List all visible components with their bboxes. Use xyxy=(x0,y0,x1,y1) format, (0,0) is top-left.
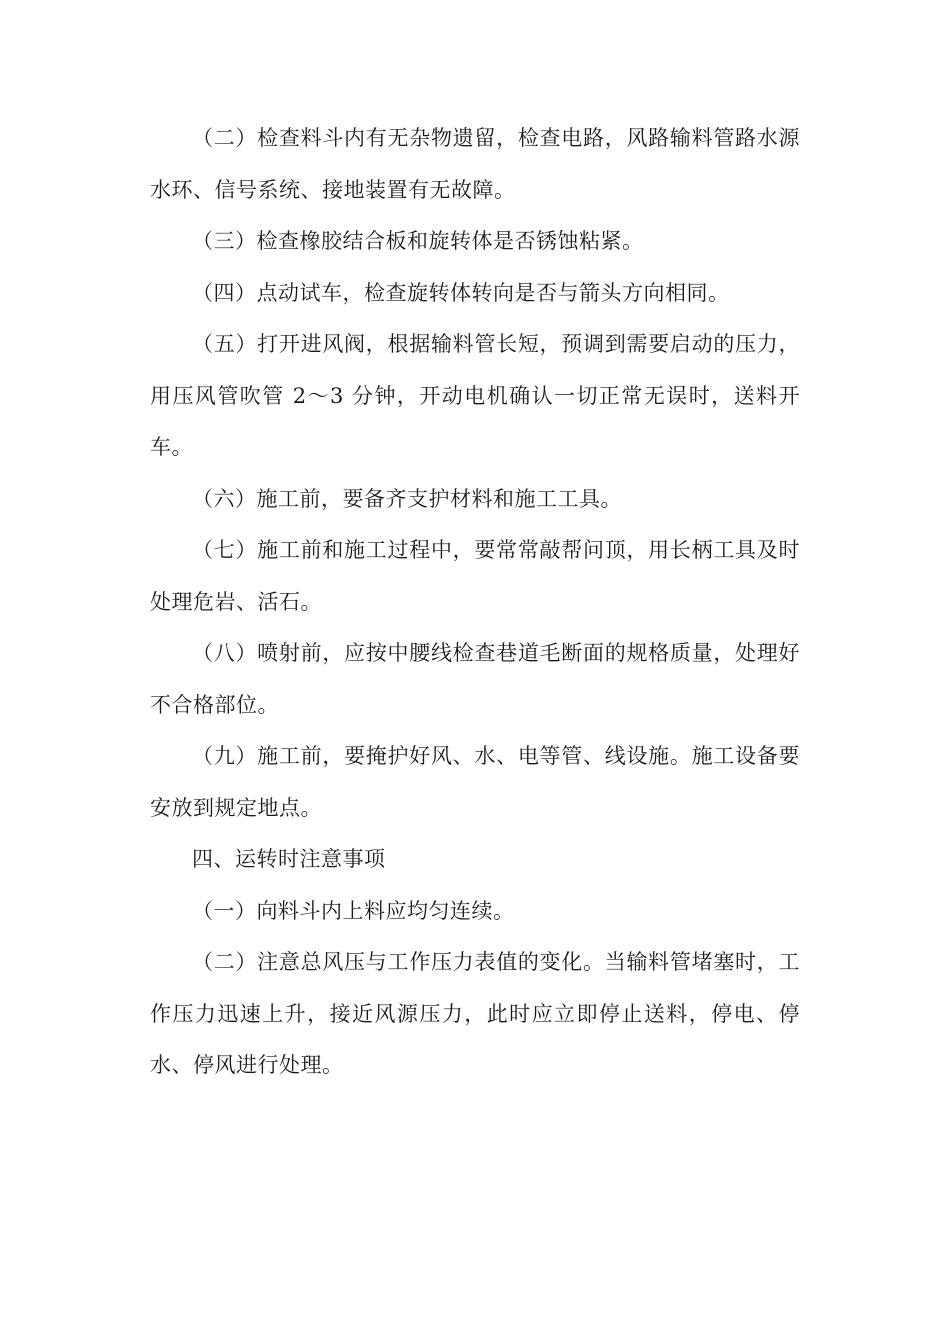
paragraph-monitor-pressure: （二）注意总风压与工作压力表值的变化。当输料管堵塞时，工作压力迅速上升，接近风源压力，此时应立即停止送料，停电、停水、停风进行处理。 xyxy=(150,950,800,1077)
section-heading-operation-notes: 四、运转时注意事项 xyxy=(192,847,386,871)
paragraph-check-rubber-plate: （三）检查橡胶结合板和旋转体是否锈蚀粘紧。 xyxy=(192,229,644,253)
paragraph-protect-facilities: （九）施工前，要掩护好风、水、电等管、线设施。施工设备要安放到规定地点。 xyxy=(150,744,800,820)
paragraph-open-air-valve: （五）打开进风阀，根据输料管长短，预调到需要启动的压力，用压风管吹管 2～3 分钟，开动电机确认一切正常无误时，送料开车。 xyxy=(150,332,800,459)
document-body xyxy=(150,113,800,1092)
paragraph-check-section-quality: （八）喷射前，应按中腰线检查巷道毛断面的规格质量，处理好不合格部位。 xyxy=(150,641,800,717)
paragraph-prepare-materials: （六）施工前，要备齐支护材料和施工工具。 xyxy=(192,486,622,511)
paragraph-check-roof: （七）施工前和施工过程中，要常常敲帮问顶，用长柄工具及时处理危岩、活石。 xyxy=(150,538,800,614)
paragraph-check-hopper-and-circuits: （二）检查料斗内有无杂物遗留，检查电路，风路输料管路水源水环、信号系统、接地装置有无故障。 xyxy=(150,126,800,202)
paragraph-feed-evenly: （一）向料斗内上料应均匀连续。 xyxy=(192,898,515,923)
paragraph-trial-run: （四）点动试车，检查旋转体转向是否与箭头方向相同。 xyxy=(192,280,730,305)
